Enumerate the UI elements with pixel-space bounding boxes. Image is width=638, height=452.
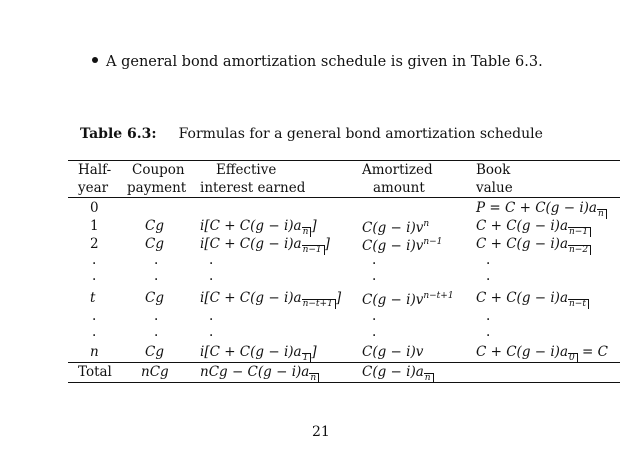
bullet-dot-icon	[92, 57, 98, 63]
header-book-1: Book	[476, 162, 511, 178]
annuity-angle-icon: n−2	[568, 245, 591, 255]
table-caption	[80, 126, 543, 142]
ellipsis-dot: .	[92, 308, 97, 324]
row-2-interest: i[C + C(g − i)an−1 ]	[200, 236, 330, 255]
ellipsis-dot: .	[486, 252, 491, 268]
header-coupon-1: Coupon	[132, 162, 185, 178]
ellipsis-dot: .	[486, 324, 491, 340]
header-book-2: value	[476, 180, 513, 196]
header-amortized-2: amount	[373, 180, 425, 196]
header-half-year-1: Half-	[78, 162, 112, 178]
ellipsis-dot: .	[154, 324, 159, 340]
row-t-amortized: $C(g - i)v^{n-t+1}$	[362, 291, 454, 308]
row-2-coupon: Cg	[145, 236, 164, 252]
row-2-half-year: 2	[90, 236, 99, 252]
total-amortized: C(g − i)an	[362, 366, 434, 383]
row-0-book-value: P = C + C(g − i)an	[476, 202, 607, 219]
row-1-amortized: $C(g - i)v^n$	[362, 219, 430, 236]
header-amortized-1: Amortized	[362, 162, 433, 178]
annuity-angle-icon: n	[597, 209, 607, 219]
table-top-rule	[68, 160, 620, 161]
row-n-amortized: C(g − i)v	[362, 344, 424, 360]
annuity-angle-icon: n	[424, 373, 434, 383]
ellipsis-dot: .	[92, 268, 97, 284]
total-interest: nCg − C(g − i)an	[200, 366, 319, 383]
ellipsis-dot: .	[92, 252, 97, 268]
row-t-half-year: t	[90, 290, 96, 306]
row-n-coupon: Cg	[145, 344, 164, 360]
ellipsis-dot: .	[486, 268, 491, 284]
row-t-interest: i[C + C(g − i)an−t+1 ]	[200, 290, 342, 309]
table-caption-label: Table 6.3:	[80, 126, 157, 142]
ellipsis-dot: .	[372, 324, 377, 340]
row-n-interest: i[C + C(g − i)a1 ]	[200, 344, 317, 363]
bullet-item	[92, 54, 543, 70]
table-bottom-rule	[68, 382, 620, 383]
ellipsis-dot: .	[154, 268, 159, 284]
row-n-book-value: C + C(g − i)a0 = C	[476, 344, 608, 363]
header-half-year-2: year	[78, 180, 109, 196]
annuity-angle-icon: 1	[302, 353, 312, 363]
table-header-rule	[68, 197, 620, 198]
table-caption-text: Formulas for a general bond amortization schedule	[178, 126, 543, 142]
ellipsis-dot: .	[372, 252, 377, 268]
annuity-angle-icon: n	[302, 227, 312, 237]
row-2-book-value: C + C(g − i)an−2	[476, 238, 591, 255]
row-0-half-year: 0	[90, 200, 99, 216]
row-n-half-year: n	[90, 344, 99, 360]
row-t-coupon: Cg	[145, 290, 164, 306]
annuity-angle-icon: 0	[568, 353, 578, 363]
annuity-angle-icon: n−t	[568, 299, 589, 309]
bullet-text: A general bond amortization schedule is given in Table 6.3.	[106, 54, 543, 70]
ellipsis-dot: .	[209, 324, 214, 340]
annuity-angle-icon: n−1	[302, 245, 325, 255]
row-1-interest: i[C + C(g − i)an ]	[200, 218, 317, 237]
ellipsis-dot: .	[209, 252, 214, 268]
annuity-angle-icon: n	[309, 373, 319, 383]
ellipsis-dot: .	[209, 308, 214, 324]
header-coupon-2: payment	[127, 180, 187, 196]
ellipsis-dot: .	[154, 308, 159, 324]
total-coupon: nCg	[141, 364, 169, 380]
row-2-amortized: $C(g - i)v^{n-1}$	[362, 237, 443, 254]
page-number: 21	[312, 424, 330, 440]
ellipsis-dot: .	[486, 308, 491, 324]
header-interest-1: Effective	[216, 162, 277, 178]
ellipsis-dot: .	[92, 324, 97, 340]
header-interest-2: interest earned	[200, 180, 306, 196]
ellipsis-dot: .	[154, 252, 159, 268]
row-1-book-value: C + C(g − i)an−1	[476, 220, 591, 237]
ellipsis-dot: .	[209, 268, 214, 284]
annuity-angle-icon: n−t+1	[302, 299, 336, 309]
ellipsis-dot: .	[372, 308, 377, 324]
row-t-book-value: C + C(g − i)an−t	[476, 292, 589, 309]
row-1-half-year: 1	[90, 218, 99, 234]
ellipsis-dot: .	[372, 268, 377, 284]
annuity-angle-icon: n−1	[568, 227, 591, 237]
row-1-coupon: Cg	[145, 218, 164, 234]
total-label: Total	[78, 364, 112, 380]
